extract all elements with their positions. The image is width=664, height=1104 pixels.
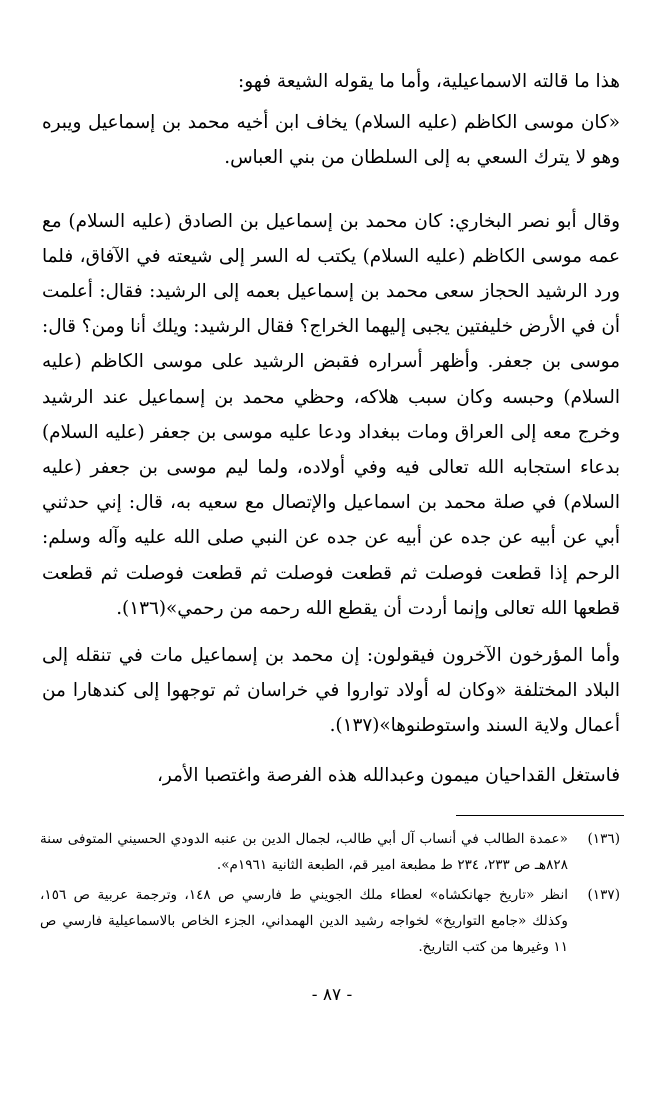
footnote-number: (١٣٧) [587,887,620,903]
footnote-number: (١٣٦) [587,831,620,847]
last-paragraph: فاستغل القداحيان ميمون وعبدالله هذه الفرصة واغتصبا الأمر، [156,764,620,786]
intro-paragraph: هذا ما قالته الاسماعيلية، وأما ما يقوله الشيعة فهو: [238,71,620,92]
body-text [42,64,620,793]
footnotes [40,826,620,964]
main-paragraph: وقال أبو نصر البخاري: كان محمد بن إسماعيل بن الصادق (عليه السلام) مع عمه موسى الكاظم (عليه السلام) يكتب له السر إلى شيعته في الآفاق، فلما ورد الرشيد الحجاز سعى محمد بن إسماعيل بعمه إلى الرشيد: فقال: أعلمت أن في الأرض خليفتين يجبى إليهما الخراج؟ فقال الرشيد: ويلك أنا ومن؟ قال: موسى بن جعفر. وأظهر أسراره فقبض الرشيد على موسى الكاظم (عليه السلام) وحبسه وكان سبب هلاكه، وحظي محمد بن إسماعيل عند الرشيد وخرج معه إلى العراق ومات ببغداد ودعا عليه موسى بن جعفر (عليه السلام) بدعاء استجابه الله تعالى فيه وفي أولاده، ولما ليم موسى بن جعفر (عليه السلام) في صلة محمد بن اسماعيل والإتصال مع سعيه به، قال: إني حدثني أبي عن أبيه عن جده عن أبيه عن جده عن النبي صلى الله عليه وآله وسلم: الرحم إذا قطعت فوصلت ثم قطعت فوصلت ثم قطعت فوصلت ثم قطعت قطعها الله تعالى وإنما أردت أن يقطع الله رحمه من رحمي»(١٣٦). [42,210,620,619]
quote-paragraph: «كان موسى الكاظم (عليه السلام) يخاف ابن أخيه محمد بن إسماعيل ويبره وهو لا يترك السعي به إلى السلطان من بني العباس. [42,112,620,169]
footnote-divider [456,815,624,816]
footnote-136 [40,826,620,878]
footnote-137 [40,882,620,960]
footnote-text: «عمدة الطالب في أنساب آل أبي طالب، لجمال الدين بن عنبه الدودي الحسيني المتوفى سنة ٨٢٨هـ ص ٢٣٣، ٢٣٤ ط مطبعة امير قم، الطبعة الثانية ١٩٦١م». [40,831,568,873]
footnote-text: انظر «تاريخ جهانكشاه» لعطاء ملك الجويني ط فارسي ص ١٤٨، وترجمة عربية ص ١٥٦، وكذلك «جامع التواريخ» لخواجه رشيد الدين الهمداني، الجزء الخاص بالاسماعيلية فارسي ص ١١ وغيرها من كتب التاريخ. [40,887,569,955]
historians-paragraph: وأما المؤرخون الآخرون فيقولون: إن محمد بن إسماعيل مات في تنقله إلى البلاد المختلفة «وكان له أولاد تواروا في خراسان ثم توجهوا إلى كندهارا من أعمال ولاية السند واستوطنوها»(١٣٧). [42,645,620,737]
page-number: - ٨٧ - [311,985,353,1005]
